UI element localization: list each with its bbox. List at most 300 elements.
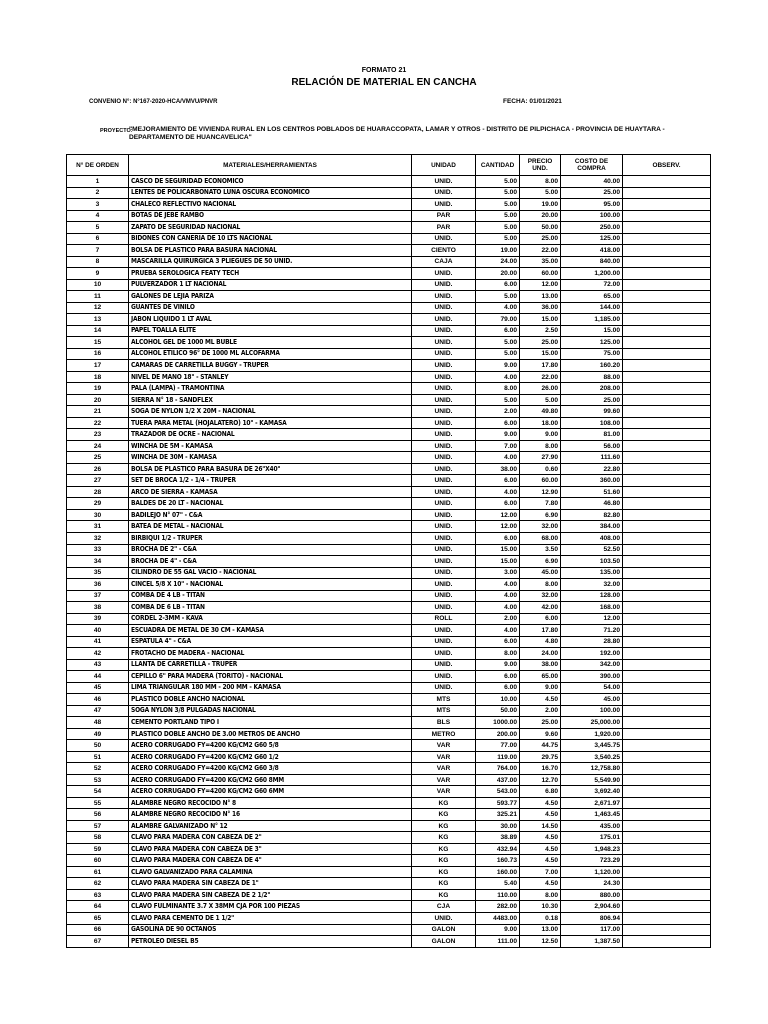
order-cell: 5 [67, 222, 129, 234]
observation-cell [623, 187, 711, 199]
order-cell: 27 [67, 475, 129, 487]
price-cell: 22.00 [520, 371, 561, 383]
price-cell: 27.90 [520, 452, 561, 464]
table-body [67, 176, 711, 948]
material-cell: COMBA DE 4 LB - TITAN [129, 590, 412, 602]
table-row [67, 314, 711, 326]
quantity-cell: 5.00 [476, 187, 520, 199]
observation-cell [623, 532, 711, 544]
observation-cell [623, 521, 711, 533]
price-cell: 25.00 [520, 337, 561, 349]
cost-cell: 100.00 [561, 705, 623, 717]
cost-cell: 71.20 [561, 625, 623, 637]
unit-cell: UNID. [412, 279, 476, 291]
material-cell: CEMENTO PORTLAND TIPO I [129, 717, 412, 729]
table-row [67, 440, 711, 452]
order-cell: 36 [67, 579, 129, 591]
material-cell: BOLSA DE PLASTICO PARA BASURA DE 26"X40" [129, 463, 412, 475]
quantity-cell: 10.00 [476, 694, 520, 706]
observation-cell [623, 751, 711, 763]
project-description: "MEJORAMIENTO DE VIVIENDA RURAL EN LOS CENTROS POBLADOS DE HUARACCOPATA, LAMAR Y OTROS - DISTRITO DE PILPICHACA - PROVINCIA DE HUAYTARA - DEPARTAMENTO DE HUANCAVELICA" [129, 126, 665, 141]
order-cell: 63 [67, 889, 129, 901]
quantity-cell: 15.00 [476, 544, 520, 556]
unit-cell: KG [412, 866, 476, 878]
table-row [67, 463, 711, 475]
observation-cell [623, 302, 711, 314]
order-cell: 39 [67, 613, 129, 625]
material-cell: COMBA DE 6 LB - TITAN [129, 602, 412, 614]
observation-cell [623, 797, 711, 809]
unit-cell: UNID. [412, 176, 476, 188]
table-row [67, 671, 711, 683]
cost-cell: 32.00 [561, 579, 623, 591]
unit-cell: VAR [412, 740, 476, 752]
quantity-cell: 4.00 [476, 590, 520, 602]
cost-cell: 3,540.25 [561, 751, 623, 763]
unit-cell: UNID. [412, 659, 476, 671]
material-cell: CLAVO GALVANIZADO PARA CALAMINA [129, 866, 412, 878]
material-cell: SIERRA N° 18 - SANDFLEX [129, 394, 412, 406]
table-row [67, 809, 711, 821]
price-cell: 65.00 [520, 671, 561, 683]
cost-cell: 806.94 [561, 913, 623, 925]
quantity-cell: 4.00 [476, 452, 520, 464]
price-cell: 15.00 [520, 314, 561, 326]
observation-cell [623, 889, 711, 901]
material-cell: CORDEL 2-3MM - KAVA [129, 613, 412, 625]
table-row [67, 579, 711, 591]
order-cell: 65 [67, 913, 129, 925]
order-cell: 31 [67, 521, 129, 533]
price-cell: 12.00 [520, 279, 561, 291]
cost-cell: 192.00 [561, 648, 623, 660]
cost-cell: 40.00 [561, 176, 623, 188]
table-row [67, 452, 711, 464]
table-row [67, 613, 711, 625]
material-cell: LENTES DE POLICARBONATO LUNA OSCURA ECONOMICO [129, 187, 412, 199]
material-cell: ALAMBRE NEGRO RECOCIDO N° 8 [129, 797, 412, 809]
observation-cell [623, 809, 711, 821]
table-row [67, 556, 711, 568]
price-cell: 6.80 [520, 786, 561, 798]
order-cell: 29 [67, 498, 129, 510]
table-row [67, 291, 711, 303]
order-cell: 52 [67, 763, 129, 775]
cost-cell: 125.00 [561, 337, 623, 349]
price-cell: 15.00 [520, 348, 561, 360]
price-cell: 49.80 [520, 406, 561, 418]
observation-cell [623, 567, 711, 579]
material-cell: BATEA DE METAL - NACIONAL [129, 521, 412, 533]
price-cell: 5.00 [520, 394, 561, 406]
cost-cell: 135.00 [561, 567, 623, 579]
material-cell: BROCHA DE 2" - C&A [129, 544, 412, 556]
material-cell: GASOLINA DE 90 OCTANOS [129, 924, 412, 936]
cost-cell: 1,387.50 [561, 936, 623, 948]
quantity-cell: 5.00 [476, 337, 520, 349]
quantity-cell: 160.00 [476, 866, 520, 878]
unit-cell: UNID. [412, 348, 476, 360]
observation-cell [623, 383, 711, 395]
quantity-cell: 4.00 [476, 371, 520, 383]
unit-cell: GALON [412, 924, 476, 936]
material-cell: PETROLEO DIESEL B5 [129, 936, 412, 948]
quantity-cell: 6.00 [476, 475, 520, 487]
quantity-cell: 12.00 [476, 521, 520, 533]
observation-cell [623, 256, 711, 268]
observation-cell [623, 786, 711, 798]
order-cell: 46 [67, 694, 129, 706]
observation-cell [623, 498, 711, 510]
cost-cell: 51.60 [561, 486, 623, 498]
material-cell: PLASTICO DOBLE ANCHO NACIONAL [129, 694, 412, 706]
column-header-cantidad: CANTIDAD [476, 155, 520, 176]
convenio-label: CONVENIO N°: N°167-2020-HCA/VMVU/PNVR [89, 99, 218, 105]
cost-cell: 723.29 [561, 855, 623, 867]
table-row [67, 832, 711, 844]
observation-cell [623, 705, 711, 717]
price-cell: 19.00 [520, 199, 561, 211]
quantity-cell: 15.00 [476, 556, 520, 568]
quantity-cell: 79.00 [476, 314, 520, 326]
unit-cell: UNID. [412, 383, 476, 395]
cost-cell: 840.00 [561, 256, 623, 268]
quantity-cell: 9.00 [476, 924, 520, 936]
observation-cell [623, 878, 711, 890]
unit-cell: UNID. [412, 440, 476, 452]
quantity-cell: 4.00 [476, 302, 520, 314]
cost-cell: 54.00 [561, 682, 623, 694]
unit-cell: VAR [412, 751, 476, 763]
observation-cell [623, 556, 711, 568]
unit-cell: UNID. [412, 532, 476, 544]
unit-cell: METRO [412, 728, 476, 740]
table-row [67, 486, 711, 498]
cost-cell: 15.00 [561, 325, 623, 337]
order-cell: 62 [67, 878, 129, 890]
material-cell: BIDONES CON CAÑERIA DE 10 LTS NACIONAL [129, 233, 412, 245]
order-cell: 34 [67, 556, 129, 568]
observation-cell [623, 268, 711, 280]
price-cell: 16.70 [520, 763, 561, 775]
price-cell: 4.50 [520, 809, 561, 821]
price-cell: 10.30 [520, 901, 561, 913]
unit-cell: UNID. [412, 199, 476, 211]
material-cell: BIRBIQUI 1/2 - TRUPER [129, 532, 412, 544]
material-cell: NIVEL DE MANO 18" - STANLEY [129, 371, 412, 383]
price-cell: 38.00 [520, 659, 561, 671]
cost-cell: 1,463.45 [561, 809, 623, 821]
unit-cell: VAR [412, 774, 476, 786]
unit-cell: UNID. [412, 452, 476, 464]
project-label: PROYECTO: [100, 128, 133, 134]
quantity-cell: 160.73 [476, 855, 520, 867]
cost-cell: 25.00 [561, 187, 623, 199]
material-cell: ACERO CORRUGADO FY=4200 KG/CM2 G60 3/8 [129, 763, 412, 775]
cost-cell: 208.00 [561, 383, 623, 395]
quantity-cell: 38.89 [476, 832, 520, 844]
order-cell: 4 [67, 210, 129, 222]
table-row [67, 256, 711, 268]
quantity-cell: 8.00 [476, 383, 520, 395]
unit-cell: UNID. [412, 325, 476, 337]
price-cell: 4.50 [520, 694, 561, 706]
quantity-cell: 77.00 [476, 740, 520, 752]
price-cell: 32.00 [520, 590, 561, 602]
column-header-orden: N° DE ORDEN [67, 155, 129, 176]
unit-cell: UNID. [412, 636, 476, 648]
order-cell: 3 [67, 199, 129, 211]
quantity-cell: 2.00 [476, 613, 520, 625]
observation-cell [623, 913, 711, 925]
material-cell: CLAVO PARA MADERA CON CABEZA DE 2" [129, 832, 412, 844]
quantity-cell: 30.00 [476, 820, 520, 832]
table-row [67, 279, 711, 291]
quantity-cell: 543.00 [476, 786, 520, 798]
table-row [67, 936, 711, 948]
observation-cell [623, 348, 711, 360]
table-row [67, 866, 711, 878]
table-row [67, 371, 711, 383]
price-cell: 9.00 [520, 429, 561, 441]
material-cell: CLAVO PARA MADERA CON CABEZA DE 4" [129, 855, 412, 867]
order-cell: 49 [67, 728, 129, 740]
price-cell: 4.50 [520, 832, 561, 844]
material-cell: TRAZADOR DE OCRE - NACIONAL [129, 429, 412, 441]
cost-cell: 103.50 [561, 556, 623, 568]
price-cell: 12.90 [520, 486, 561, 498]
quantity-cell: 9.00 [476, 659, 520, 671]
material-cell: ACERO CORRUGADO FY=4200 KG/CM2 G60 8MM [129, 774, 412, 786]
quantity-cell: 1000.00 [476, 717, 520, 729]
unit-cell: KG [412, 889, 476, 901]
unit-cell: UNID. [412, 268, 476, 280]
cost-cell: 75.00 [561, 348, 623, 360]
table-row [67, 498, 711, 510]
quantity-cell: 5.00 [476, 199, 520, 211]
observation-cell [623, 314, 711, 326]
price-cell: 4.50 [520, 797, 561, 809]
order-cell: 13 [67, 314, 129, 326]
cost-cell: 56.00 [561, 440, 623, 452]
observation-cell [623, 417, 711, 429]
quantity-cell: 325.21 [476, 809, 520, 821]
table-row [67, 590, 711, 602]
table-row [67, 544, 711, 556]
table-row [67, 521, 711, 533]
observation-cell [623, 509, 711, 521]
unit-cell: GALON [412, 936, 476, 948]
observation-cell [623, 855, 711, 867]
unit-cell: UNID. [412, 671, 476, 683]
observation-cell [623, 602, 711, 614]
observation-cell [623, 579, 711, 591]
unit-cell: KG [412, 832, 476, 844]
material-cell: CEPILLO 6" PARA MADERA (TORITO) - NACIONAL [129, 671, 412, 683]
cost-cell: 12,758.80 [561, 763, 623, 775]
unit-cell: UNID. [412, 556, 476, 568]
table-row [67, 222, 711, 234]
unit-cell: UNID. [412, 544, 476, 556]
unit-cell: UNID. [412, 913, 476, 925]
order-cell: 25 [67, 452, 129, 464]
order-cell: 58 [67, 832, 129, 844]
column-header-costo: COSTO DE COMPRA [561, 155, 623, 176]
material-cell: BALDES DE 20 LT - NACIONAL [129, 498, 412, 510]
materials-table [66, 154, 711, 948]
order-cell: 48 [67, 717, 129, 729]
observation-cell [623, 279, 711, 291]
unit-cell: VAR [412, 786, 476, 798]
format-label: FORMATO 21 [361, 67, 407, 74]
order-cell: 7 [67, 245, 129, 257]
unit-cell: UNID. [412, 498, 476, 510]
cost-cell: 82.80 [561, 509, 623, 521]
observation-cell [623, 486, 711, 498]
price-cell: 7.80 [520, 498, 561, 510]
material-cell: ALAMBRE GALVANIZADO N° 12 [129, 820, 412, 832]
column-header-unidad: UNIDAD [412, 155, 476, 176]
material-cell: SOGA DE NYLON 1/2 X 20M - NACIONAL [129, 406, 412, 418]
order-cell: 19 [67, 383, 129, 395]
observation-cell [623, 936, 711, 948]
material-cell: LIMA TRIANGULAR 180 MM - 200 MM - KAMASA [129, 682, 412, 694]
unit-cell: UNID. [412, 521, 476, 533]
cost-cell: 1,200.00 [561, 268, 623, 280]
order-cell: 15 [67, 337, 129, 349]
price-cell: 60.00 [520, 268, 561, 280]
price-cell: 13.00 [520, 924, 561, 936]
material-cell: SOGA NYLON 3/8 PULGADAS NACIONAL [129, 705, 412, 717]
price-cell: 24.00 [520, 648, 561, 660]
table-row [67, 210, 711, 222]
material-cell: CLAVO FULMINANTE 3.7 X 38MM CJA POR 100 PIEZAS [129, 901, 412, 913]
unit-cell: MTS [412, 694, 476, 706]
cost-cell: 1,120.00 [561, 866, 623, 878]
observation-cell [623, 820, 711, 832]
observation-cell [623, 245, 711, 257]
observation-cell [623, 740, 711, 752]
quantity-cell: 5.00 [476, 348, 520, 360]
quantity-cell: 5.00 [476, 222, 520, 234]
material-cell: TUERA PARA METAL (HOJALATERO) 10" - KAMASA [129, 417, 412, 429]
order-cell: 60 [67, 855, 129, 867]
cost-cell: 46.80 [561, 498, 623, 510]
quantity-cell: 110.00 [476, 889, 520, 901]
price-cell: 60.00 [520, 475, 561, 487]
order-cell: 54 [67, 786, 129, 798]
unit-cell: PAR [412, 210, 476, 222]
observation-cell [623, 728, 711, 740]
cost-cell: 81.00 [561, 429, 623, 441]
order-cell: 16 [67, 348, 129, 360]
unit-cell: UNID. [412, 291, 476, 303]
price-cell: 4.50 [520, 843, 561, 855]
quantity-cell: 6.00 [476, 671, 520, 683]
material-cell: ACERO CORRUGADO FY=4200 KG/CM2 G60 1/2 [129, 751, 412, 763]
quantity-cell: 6.00 [476, 279, 520, 291]
price-cell: 5.00 [520, 187, 561, 199]
material-cell: BADILEJO N° 07" - C&A [129, 509, 412, 521]
material-cell: GUANTES DE VINILO [129, 302, 412, 314]
table-row [67, 406, 711, 418]
material-cell: ACERO CORRUGADO FY=4200 KG/CM2 G60 5/8 [129, 740, 412, 752]
table-row [67, 889, 711, 901]
observation-cell [623, 210, 711, 222]
order-cell: 32 [67, 532, 129, 544]
observation-cell [623, 452, 711, 464]
table-row [67, 820, 711, 832]
price-cell: 4.50 [520, 878, 561, 890]
table-row [67, 233, 711, 245]
order-cell: 42 [67, 648, 129, 660]
date-label: FECHA: 01/01/2021 [503, 98, 562, 105]
column-header-materiales: MATERIALES/HERRAMIENTAS [129, 155, 412, 176]
observation-cell [623, 590, 711, 602]
material-cell: WINCHA DE 30M - KAMASA [129, 452, 412, 464]
table-row [67, 245, 711, 257]
material-cell: BOLSA DE PLASTICO PARA BASURA NACIONAL [129, 245, 412, 257]
order-cell: 35 [67, 567, 129, 579]
cost-cell: 3,445.75 [561, 740, 623, 752]
order-cell: 61 [67, 866, 129, 878]
unit-cell: VAR [412, 763, 476, 775]
table-row [67, 187, 711, 199]
order-cell: 41 [67, 636, 129, 648]
table-row [67, 602, 711, 614]
quantity-cell: 4.00 [476, 602, 520, 614]
order-cell: 11 [67, 291, 129, 303]
order-cell: 22 [67, 417, 129, 429]
table-row [67, 705, 711, 717]
observation-cell [623, 694, 711, 706]
observation-cell [623, 360, 711, 372]
order-cell: 33 [67, 544, 129, 556]
cost-cell: 418.00 [561, 245, 623, 257]
table-row [67, 855, 711, 867]
price-cell: 8.00 [520, 889, 561, 901]
unit-cell: UNID. [412, 509, 476, 521]
quantity-cell: 9.00 [476, 360, 520, 372]
cost-cell: 1,920.00 [561, 728, 623, 740]
observation-cell [623, 843, 711, 855]
table-row [67, 728, 711, 740]
quantity-cell: 437.00 [476, 774, 520, 786]
price-cell: 20.00 [520, 210, 561, 222]
order-cell: 23 [67, 429, 129, 441]
material-cell: LLANTA DE CARRETILLA - TRUPER [129, 659, 412, 671]
order-cell: 47 [67, 705, 129, 717]
table-row [67, 694, 711, 706]
observation-cell [623, 440, 711, 452]
order-cell: 2 [67, 187, 129, 199]
table-row [67, 532, 711, 544]
cost-cell: 250.00 [561, 222, 623, 234]
table-row [67, 360, 711, 372]
table-row [67, 774, 711, 786]
material-cell: PALA (LAMPA) - TRAMONTINA [129, 383, 412, 395]
unit-cell: UNID. [412, 417, 476, 429]
order-cell: 21 [67, 406, 129, 418]
cost-cell: 100.00 [561, 210, 623, 222]
material-cell: CLAVO PARA MADERA CON CABEZA DE 3" [129, 843, 412, 855]
material-cell: CILINDRO DE 55 GAL VACIO - NACIONAL [129, 567, 412, 579]
table-row [67, 659, 711, 671]
cost-cell: 25.00 [561, 394, 623, 406]
order-cell: 8 [67, 256, 129, 268]
order-cell: 18 [67, 371, 129, 383]
quantity-cell: 3.00 [476, 567, 520, 579]
